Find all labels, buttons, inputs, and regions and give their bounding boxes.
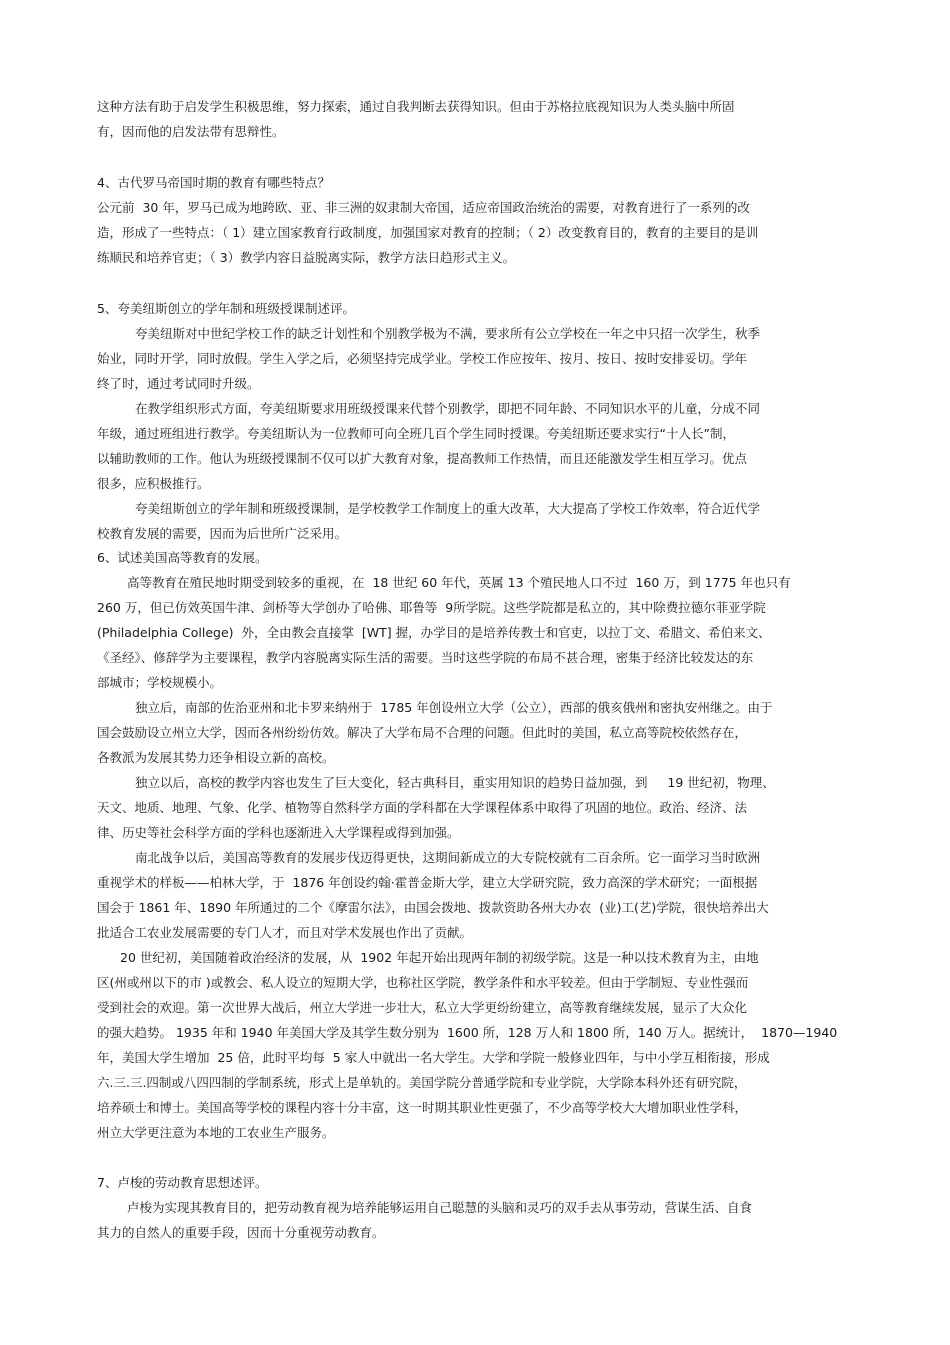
- body-text-line: 很多，应积极推行。: [97, 476, 210, 491]
- body-text-line: 20 世纪初，美国随着政治经济的发展，从 1902 年起开始出现两年制的初级学院。这是一种以技术教育为主，由地: [120, 950, 759, 965]
- body-text-line: 受到社会的欢迎。第一次世界大战后，州立大学进一步壮大，私立大学更纷纷建立，高等教育继续发展，显示了大众化: [97, 1000, 748, 1015]
- body-text-line: 高等教育在殖民地时期受到较多的重视，在 18 世纪 60 年代，英属 13 个殖民地人口不过 160 万，到 1775 年也只有: [127, 575, 791, 590]
- body-text-line: 260 万，但已仿效英国牛津、剑桥等大学创办了哈佛、耶鲁等 9所学院。这些学院都是私立的，其中除费拉德尔菲亚学院: [97, 600, 766, 615]
- body-text-line: 其力的自然人的重要手段，因而十分重视劳动教育。: [97, 1225, 385, 1240]
- body-text-line: 这种方法有助于启发学生积极思维，努力探索，通过自我判断去获得知识。但由于苏格拉底视知识为人类头脑中所固: [97, 99, 735, 114]
- body-text-line: 批适合工农业发展需要的专门人才，而且对学术发展也作出了贡献。: [97, 925, 473, 940]
- body-text-line: 以辅助教师的工作。他认为班级授课制不仅可以扩大教育对象，提高教师工作热情，而且还能激发学生相互学习。优点: [97, 451, 748, 466]
- body-text-line: 公元前 30 年，罗马已成为地跨欧、亚、非三洲的奴隶制大帝国，适应帝国政治统治的需要，对教育进行了一系列的改: [97, 200, 750, 215]
- body-text-line: (Philadelphia College) 外，全由教会直接掌 [WT] 握，办学目的是培养传教士和官吏，以拉丁文、希腊文、希伯来文、: [97, 625, 771, 640]
- body-text-line: 卢梭为实现其教育目的，把劳动教育视为培养能够运用自己聪慧的头脑和灵巧的双手去从事劳动，营谋生活、自食: [127, 1200, 753, 1215]
- body-text-line: 的强大趋势。 1935 年和 1940 年美国大学及其学生数分别为 1600 所，128 万人和 1800 所，140 万人。据统计， 1870—1940: [97, 1025, 838, 1040]
- body-text-line: 独立后，南部的佐治亚州和北卡罗来纳州于 1785 年创设州立大学（公立），西部的俄亥俄州和密执安州继之。由于: [135, 700, 773, 715]
- body-text-line: 各教派为发展其势力还争相设立新的高校。: [97, 750, 335, 765]
- body-text-line: 律、历史等社会科学方面的学科也逐渐进入大学课程或得到加强。: [97, 825, 460, 840]
- body-text-line: 年级，通过班组进行教学。夸美纽斯认为一位教师可向全班几百个学生同时授课。夸美纽斯还要求实行“十人长”制，: [97, 426, 735, 441]
- body-text-line: 在教学组织形式方面，夸美纽斯要求用班级授课来代替个别教学，即把不同年龄、不同知识水平的儿童，分成不同: [135, 401, 761, 416]
- body-text-line: 夸美纽斯对中世纪学校工作的缺乏计划性和个别教学极为不满，要求所有公立学校在一年之中只招一次学生，秋季: [135, 326, 761, 341]
- body-text-line: 造，形成了一些特点：（ 1）建立国家教育行政制度，加强国家对教育的控制；（ 2）改变教育目的，教育的主要目的是训: [97, 225, 759, 240]
- body-text-line: 南北战争以后，美国高等教育的发展步伐迈得更快，这期间新成立的大专院校就有二百余所。它一面学习当时欧洲: [135, 850, 761, 865]
- body-text-line: 校教育发展的需要，因而为后世所广泛采用。: [97, 526, 348, 541]
- body-text-line: 天文、地质、地理、气象、化学、植物等自然科学方面的学科都在大学课程体系中取得了巩固的地位。政治、经济、法: [97, 800, 748, 815]
- body-text-line: 培养硕士和博士。美国高等学校的课程内容十分丰富，这一时期其职业性更强了，不少高等学校大大增加职业性学科，: [97, 1100, 748, 1115]
- body-text-line: 终了时，通过考试同时升级。: [97, 376, 260, 391]
- section-heading: 6、试述美国高等教育的发展。: [97, 550, 268, 565]
- section-heading: 7、卢梭的劳动教育思想述评。: [97, 1175, 268, 1190]
- body-text-line: 始业，同时开学，同时放假。学生入学之后，必须坚持完成学业。学校工作应按年、按月、按日、按时安排妥切。学年: [97, 351, 748, 366]
- section-heading: 4、古代罗马帝国时期的教育有哪些特点？: [97, 175, 330, 190]
- body-text-line: 国会鼓励设立州立大学，因而各州纷纷仿效。解决了大学布局不合理的问题。但此时的美国，私立高等院校依然存在，: [97, 725, 748, 740]
- body-text-line: 国会于 1861 年、1890 年所通过的二个《摩雷尔法》，由国会拨地、拨款资助各州大办农 (业)工(艺)学院，很快培养出大: [97, 900, 769, 915]
- body-text-line: 独立以后，高校的教学内容也发生了巨大变化，轻古典科目，重实用知识的趋势日益加强，到 19 世纪初，物理、: [135, 775, 775, 790]
- section-heading: 5、夸美纽斯创立的学年制和班级授课制述评。: [97, 301, 355, 316]
- body-text-line: 六.三.三.四制或八四四制的学制系统，形式上是单轨的。美国学院分普通学院和专业学院，大学除本科外还有研究院，: [97, 1075, 747, 1090]
- body-text-line: 州立大学更注意为本地的工农业生产服务。: [97, 1125, 335, 1140]
- body-text-line: 重视学术的样板——柏林大学，于 1876 年创设约翰·霍普金斯大学，建立大学研究院，致力高深的学术研究；一面根据: [97, 875, 758, 890]
- body-text-line: 夸美纽斯创立的学年制和班级授课制，是学校教学工作制度上的重大改革，大大提高了学校工作效率，符合近代学: [135, 501, 761, 516]
- body-text-line: 有，因而他的启发法带有思辩性。: [97, 124, 285, 139]
- body-text-line: 年，美国大学生增加 25 倍，此时平均每 5 家人中就出一名大学生。大学和学院一般修业四年，与中小学互相衔接，形成: [97, 1050, 770, 1065]
- body-text-line: 练顺民和培养官吏；（ 3）教学内容日益脱离实际，教学方法日趋形式主义。: [97, 250, 516, 265]
- body-text-line: 部城市；学校规模小。: [97, 675, 223, 690]
- body-text-line: 区(州或州以下的市 )或教会、私人设立的短期大学，也称社区学院，教学条件和水平较差。但由于学制短、专业性强而: [97, 975, 749, 990]
- body-text-line: 《圣经》、修辞学为主要课程，教学内容脱离实际生活的需要。当时这些学院的布局不甚合理，密集于经济比较发达的东: [97, 650, 754, 665]
